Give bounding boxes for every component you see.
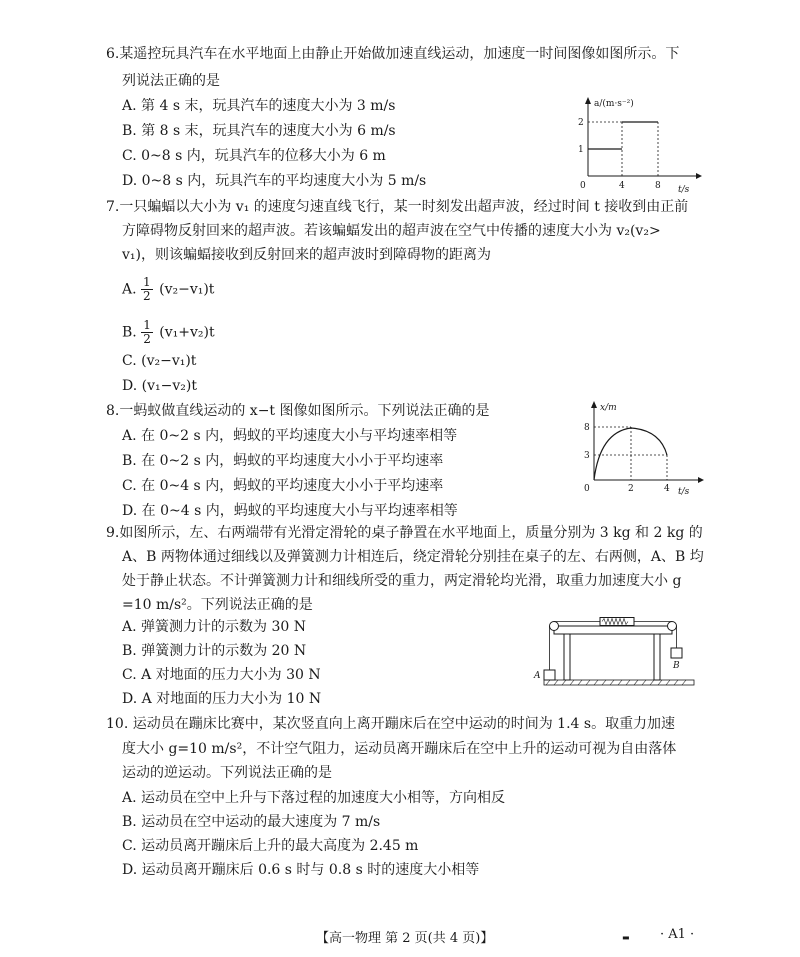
page-footer: 【高一物理 第 2 页(共 4 页)】 bbox=[316, 931, 494, 946]
pulley-right bbox=[668, 622, 677, 631]
q9-option-d: D. A 对地面的压力大小为 10 N bbox=[122, 691, 322, 707]
q7-option-d: D. (v₁−v₂)t bbox=[122, 378, 197, 394]
q10-option-b: B. 运动员在空中运动的最大速度为 7 m/s bbox=[122, 814, 381, 830]
graph-xt-ylabel: x/m bbox=[600, 403, 617, 413]
q7-option-a-numerator: 1 bbox=[143, 275, 151, 289]
q7-stem-line1: 7.一只蝙蝠以大小为 v₁ 的速度匀速直线飞行，某一时刻发出超声波，经过时间 t 接收到由正前 bbox=[106, 199, 689, 215]
q6-option-d: D. 0~8 s 内，玩具汽车的平均速度大小为 5 m/s bbox=[122, 173, 427, 189]
q6-option-a: A. 第 4 s 末，玩具汽车的速度大小为 3 m/s bbox=[122, 98, 396, 114]
block-b bbox=[671, 648, 682, 658]
ground bbox=[544, 680, 694, 685]
graph-at-ytick-1: 1 bbox=[578, 145, 584, 155]
pulley-left bbox=[550, 622, 559, 631]
q9-option-a: A. 弹簧测力计的示数为 30 N bbox=[122, 619, 306, 635]
q10-stem-line3: 运动的逆运动。下列说法正确的是 bbox=[122, 765, 332, 781]
graph-xt-origin: 0 bbox=[584, 484, 590, 494]
graph-xt-xtick-4: 4 bbox=[664, 484, 670, 494]
q7-option-a bbox=[122, 276, 214, 303]
q7-option-c: C. (v₂−v₁)t bbox=[122, 353, 197, 369]
q6-option-b: B. 第 8 s 末，玩具汽车的速度大小为 6 m/s bbox=[122, 123, 396, 139]
q8-option-b: B. 在 0~2 s 内，蚂蚁的平均速度大小小于平均速率 bbox=[122, 453, 444, 469]
q9-stem-line2: A、B 两物体通过细线以及弹簧测力计相连后，绕定滑轮分别挂在桌子的左、右两侧，A、B 均 bbox=[122, 549, 704, 565]
table-pulley-figure bbox=[530, 610, 700, 690]
graph-xt-x-arrow bbox=[698, 477, 704, 483]
q6-option-c: C. 0~8 s 内，玩具汽车的位移大小为 6 m bbox=[122, 148, 386, 164]
q8-option-d: D. 在 0~4 s 内，蚂蚁的平均速度大小与平均速率相等 bbox=[122, 503, 458, 519]
q7-stem-line2: 方障碍物反射回来的超声波。若该蝙蝠发出的超声波在空气中传播的速度大小为 v₂(v₂> bbox=[122, 223, 661, 239]
block-a bbox=[544, 670, 555, 680]
q10-option-d: D. 运动员离开蹦床后 0.6 s 时与 0.8 s 时的速度大小相等 bbox=[122, 862, 480, 878]
graph-xt-xtick-2: 2 bbox=[628, 484, 634, 494]
q9-stem-line4: =10 m/s²。下列说法正确的是 bbox=[122, 597, 313, 613]
graph-xt-y-arrow bbox=[591, 401, 597, 408]
q7-option-b-numerator: 1 bbox=[143, 318, 151, 332]
acceleration-time-graph bbox=[566, 90, 706, 194]
graph-at-origin: 0 bbox=[580, 181, 586, 191]
q6-stem-line2: 列说法正确的是 bbox=[122, 73, 220, 89]
block-a-label: A bbox=[534, 671, 541, 681]
graph-xt-ytick-8: 8 bbox=[584, 423, 590, 433]
table-top bbox=[554, 626, 672, 634]
q7-option-a-prefix: A. bbox=[122, 281, 137, 298]
graph-at-x-arrow bbox=[696, 173, 702, 179]
graph-at-ytick-2: 2 bbox=[578, 118, 584, 128]
q7-option-b-tail: (v₁+v₂)t bbox=[159, 324, 215, 341]
graph-at-xtick-4: 4 bbox=[619, 181, 625, 191]
table-leg-left bbox=[564, 634, 570, 680]
q9-stem-line3: 处于静止状态。不计弹簧测力计和细线所受的重力，两定滑轮均光滑，取重力加速度大小 g bbox=[122, 573, 682, 589]
q7-option-b bbox=[122, 319, 215, 346]
q9-option-b: B. 弹簧测力计的示数为 20 N bbox=[122, 643, 307, 659]
q10-stem-line2: 度大小 g=10 m/s²，不计空气阻力，运动员离开蹦床后在空中上升的运动可视为自由落体 bbox=[122, 741, 677, 757]
q7-option-b-prefix: B. bbox=[122, 324, 137, 341]
footer-code: · A1 · bbox=[660, 927, 695, 942]
q9-stem-line1: 9.如图所示，左、右两端带有光滑定滑轮的桌子静置在水平地面上，质量分别为 3 kg 和 2 kg 的 bbox=[106, 525, 703, 541]
q7-option-a-denominator: 2 bbox=[143, 289, 151, 303]
q8-stem: 8.一蚂蚁做直线运动的 x−t 图像如图所示。下列说法正确的是 bbox=[106, 403, 490, 419]
block-b-label: B bbox=[673, 661, 680, 671]
graph-xt-curve bbox=[594, 428, 667, 480]
footer-mark: ▬ bbox=[622, 933, 630, 942]
table-leg-right bbox=[654, 634, 660, 680]
q10-option-a: A. 运动员在空中上升与下落过程的加速度大小相等，方向相反 bbox=[122, 790, 506, 806]
graph-xt-xlabel: t/s bbox=[678, 487, 690, 496]
q10-option-c: C. 运动员离开蹦床后上升的最大高度为 2.45 m bbox=[122, 838, 419, 854]
position-time-graph bbox=[574, 396, 710, 496]
q7-option-a-tail: (v₂−v₁)t bbox=[159, 281, 215, 298]
q6-stem-line1: 6.某遥控玩具汽车在水平地面上由静止开始做加速直线运动，加速度一时间图像如图所示。下 bbox=[106, 46, 680, 62]
q7-stem-line3: v₁)，则该蝙蝠接收到反射回来的超声波时到障碍物的距离为 bbox=[122, 247, 491, 263]
graph-at-ylabel: a/(m·s⁻²) bbox=[594, 99, 634, 109]
graph-at-xtick-8: 8 bbox=[655, 181, 661, 191]
q9-option-c: C. A 对地面的压力大小为 30 N bbox=[122, 667, 321, 683]
q7-option-b-fraction bbox=[141, 319, 153, 346]
q7-option-a-fraction bbox=[141, 276, 153, 303]
graph-at-xlabel: t/s bbox=[678, 185, 690, 194]
graph-at-y-arrow bbox=[585, 97, 591, 104]
graph-xt-ytick-3: 3 bbox=[584, 451, 590, 461]
q7-option-b-denominator: 2 bbox=[143, 332, 151, 346]
q8-option-a: A. 在 0~2 s 内，蚂蚁的平均速度大小与平均速率相等 bbox=[122, 428, 458, 444]
q10-stem-line1: 10. 运动员在蹦床比赛中，某次竖直向上离开蹦床后在空中运动的时间为 1.4 s。取重力加速 bbox=[106, 716, 676, 732]
q8-option-c: C. 在 0~4 s 内，蚂蚁的平均速度大小小于平均速率 bbox=[122, 478, 444, 494]
